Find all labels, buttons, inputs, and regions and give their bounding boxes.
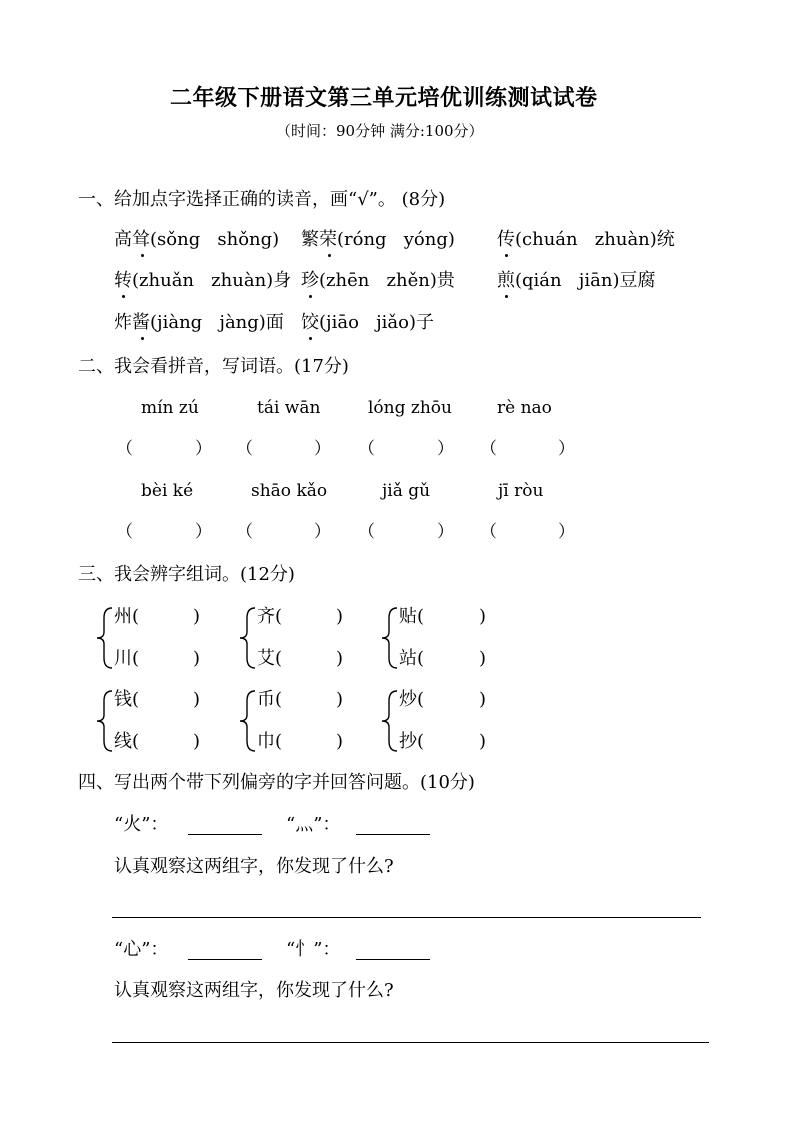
- reading-item-6: 煎(qián jiān)豆腐: [497, 270, 656, 291]
- pinyin-prompt: tái wān: [257, 398, 321, 418]
- char-pair-bottom: 线(: [114, 731, 140, 752]
- radical-label-fire-dots: “灬”：: [286, 814, 341, 835]
- char-pair-close: ): [479, 731, 487, 752]
- radical-label-heart: “心”：: [114, 939, 169, 960]
- char-pair-bottom: 艾(: [257, 648, 283, 669]
- section-3-heading: 三、我会辨字组词。(12分): [78, 564, 295, 585]
- reading-item-5: 珍(zhēn zhěn)贵: [301, 270, 455, 291]
- section-1-heading: 一、给加点字选择正确的读音，画“√”。 (8分): [78, 189, 446, 210]
- brace-icon: [380, 606, 400, 670]
- char-pair-top: 齐(: [257, 606, 283, 627]
- pinyin-prompt: lóng zhōu: [368, 398, 452, 418]
- answer-blank-open[interactable]: （: [116, 522, 133, 542]
- emphasis-dot: [505, 254, 508, 257]
- observation-question: 认真观察这两组字，你发现了什么?: [114, 980, 394, 1001]
- emphasis-dot: [122, 295, 125, 298]
- dotted-char: 饺: [301, 312, 319, 333]
- radical-label-fire: “火”：: [114, 814, 169, 835]
- brace-icon: [238, 606, 258, 670]
- char-pair-bottom: 站(: [399, 648, 425, 669]
- brace-icon: [238, 689, 258, 753]
- char-pair-close: ): [193, 606, 201, 627]
- exam-info: （时间：90分钟 满分:100分）: [276, 122, 484, 140]
- pinyin-choices: (zhuǎn zhuàn): [132, 270, 274, 291]
- pinyin-choices: (qián jiān): [515, 270, 620, 291]
- reading-item-2: 繁荣(róng yóng): [301, 229, 455, 250]
- char-pair-bottom: 抄(: [399, 731, 425, 752]
- dotted-char: 珍: [301, 270, 319, 291]
- char-pair-top: 币(: [257, 689, 283, 710]
- page-title: 二年级下册语文第三单元培优训练测试试卷: [170, 85, 598, 111]
- char-pair-top: 贴(: [399, 606, 425, 627]
- emphasis-dot: [141, 337, 144, 340]
- observation-question: 认真观察这两组字，你发现了什么?: [114, 856, 394, 877]
- reading-item-1: 高耸(sǒng shǒng): [114, 229, 280, 250]
- char-pair-close: ): [336, 606, 344, 627]
- answer-blank-close: ）: [437, 439, 454, 459]
- reading-item-3: 传(chuán zhuàn)统: [497, 229, 675, 250]
- char-pair-close: ): [193, 731, 201, 752]
- char-pair-close: ): [479, 648, 487, 669]
- emphasis-dot: [505, 295, 508, 298]
- dotted-char: 酱: [132, 312, 150, 333]
- answer-blank-close: ）: [558, 522, 575, 542]
- answer-blank-open[interactable]: （: [236, 439, 253, 459]
- char-pair-close: ): [336, 689, 344, 710]
- char-pair-close: ): [479, 689, 487, 710]
- reading-item-8: 饺(jiāo jiǎo)子: [301, 312, 435, 333]
- answer-blank-close: ）: [314, 439, 331, 459]
- answer-line[interactable]: [112, 917, 701, 918]
- reading-item-4: 转(zhuǎn zhuàn)身: [114, 270, 292, 291]
- emphasis-dot: [328, 254, 331, 257]
- answer-blank-open[interactable]: （: [116, 439, 133, 459]
- dotted-char: 传: [497, 229, 515, 250]
- answer-blank-close: ）: [195, 522, 212, 542]
- pinyin-prompt: shāo kǎo: [251, 481, 328, 501]
- char-pair-close: ): [193, 648, 201, 669]
- brace-icon: [95, 606, 115, 670]
- emphasis-dot: [141, 254, 144, 257]
- answer-blank-open[interactable]: （: [358, 439, 375, 459]
- char-pair-close: ): [336, 731, 344, 752]
- dotted-char: 荣: [319, 229, 337, 250]
- brace-icon: [380, 689, 400, 753]
- pinyin-choices: (jiàng jàng): [150, 312, 266, 333]
- pinyin-choices: (zhēn zhěn): [319, 270, 437, 291]
- pinyin-prompt: mín zú: [141, 398, 199, 418]
- dotted-char: 耸: [132, 229, 150, 250]
- pinyin-choices: (jiāo jiǎo): [319, 312, 417, 333]
- answer-blank-open[interactable]: （: [236, 522, 253, 542]
- answer-line[interactable]: [112, 1042, 709, 1043]
- answer-blank-open[interactable]: （: [480, 522, 497, 542]
- char-pair-top: 州(: [114, 606, 140, 627]
- pinyin-prompt: jī ròu: [498, 481, 544, 501]
- brace-icon: [95, 689, 115, 753]
- answer-blank-close: ）: [558, 439, 575, 459]
- answer-blank-close: ）: [195, 439, 212, 459]
- char-pair-top: 炒(: [399, 689, 425, 710]
- answer-line[interactable]: [356, 834, 430, 835]
- section-4-heading: 四、写出两个带下列偏旁的字并回答问题。(10分): [78, 772, 475, 793]
- pinyin-choices: (sǒng shǒng): [150, 229, 280, 250]
- reading-item-7: 炸酱(jiàng jàng)面: [114, 312, 284, 333]
- section-2-heading: 二、我会看拼音，写词语。(17分): [78, 356, 349, 377]
- answer-line[interactable]: [188, 834, 262, 835]
- pinyin-prompt: rè nao: [497, 398, 552, 418]
- char-pair-close: ): [193, 689, 201, 710]
- emphasis-dot: [309, 337, 312, 340]
- pinyin-prompt: jiǎ gǔ: [382, 481, 431, 501]
- char-pair-close: ): [336, 648, 344, 669]
- answer-line[interactable]: [188, 959, 262, 960]
- answer-blank-close: ）: [314, 522, 331, 542]
- answer-blank-open[interactable]: （: [358, 522, 375, 542]
- char-pair-close: ): [479, 606, 487, 627]
- answer-blank-open[interactable]: （: [480, 439, 497, 459]
- answer-blank-close: ）: [437, 522, 454, 542]
- pinyin-choices: (chuán zhuàn): [515, 229, 657, 250]
- answer-line[interactable]: [356, 959, 430, 960]
- char-pair-bottom: 巾(: [257, 731, 283, 752]
- char-pair-bottom: 川(: [114, 648, 140, 669]
- char-pair-top: 钱(: [114, 689, 140, 710]
- dotted-char: 煎: [497, 270, 515, 291]
- radical-label-heart-side: “忄”：: [286, 939, 341, 960]
- emphasis-dot: [309, 295, 312, 298]
- dotted-char: 转: [114, 270, 132, 291]
- pinyin-prompt: bèi ké: [141, 481, 194, 501]
- pinyin-choices: (róng yóng): [337, 229, 455, 250]
